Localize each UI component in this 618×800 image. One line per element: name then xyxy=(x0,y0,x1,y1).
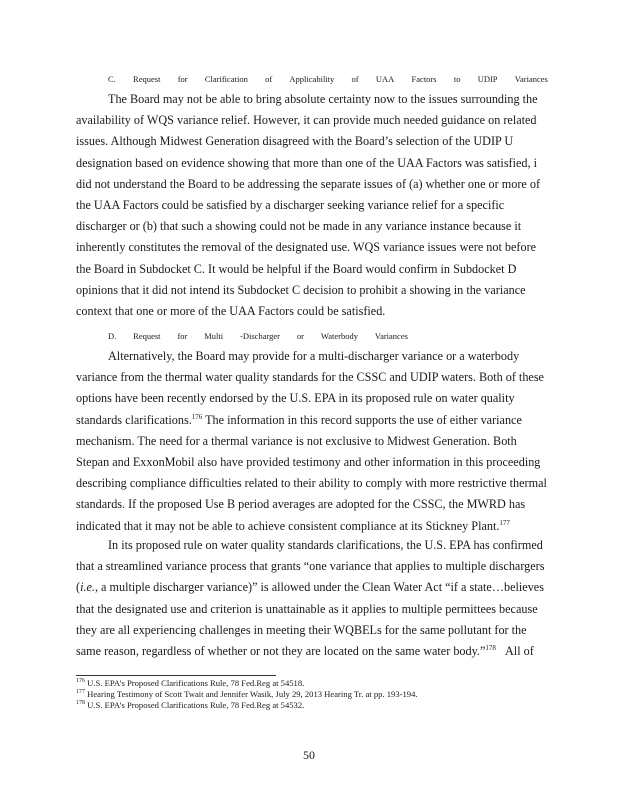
paragraph-line: variance from the thermal water quality standards for the CSSC and UDIP waters. Both of these xyxy=(76,370,544,385)
heading-word: Variances xyxy=(514,74,548,84)
section-c-heading xyxy=(108,74,548,84)
heading-word: Request xyxy=(133,74,161,84)
paragraph-line xyxy=(76,89,606,110)
section-d-paragraph xyxy=(76,346,606,537)
heading-word: Waterbody xyxy=(320,331,358,341)
line-text: , a multiple discharger variance)” is allowed under the Clean Water Act “if a state…believes xyxy=(94,580,544,595)
footnote-177 xyxy=(76,689,576,700)
paragraph-line: mechanism. The need for a thermal variance is not exclusive to Midwest Generation. Both xyxy=(76,433,517,448)
paragraph-line xyxy=(76,535,606,556)
line-text: The Board may not be able to bring absolute certainty now to the issues surrounding the xyxy=(108,92,538,106)
heading-word: Applicability xyxy=(289,74,335,84)
paragraph-line xyxy=(76,516,606,537)
line-text: All of xyxy=(505,644,534,659)
line-text: The information in this record supports the use of either variance xyxy=(202,412,522,427)
heading-word: to xyxy=(453,74,461,84)
footnote-number: 177 xyxy=(76,689,85,696)
heading-word: D. xyxy=(108,331,117,341)
paragraph-line: the Board in Subdocket C. It would be helpful if the Board would confirm in Subdocket D xyxy=(76,261,517,276)
footnote-ref-178: 178 xyxy=(485,643,496,652)
heading-word: Request xyxy=(133,331,161,341)
paragraph-line: discharger or (b) that such a showing could not be made in any variance instance because it xyxy=(76,219,522,234)
heading-word: for xyxy=(177,331,188,341)
footnote-divider xyxy=(76,675,276,676)
paragraph-line: designation based on evidence showing that more than one of the UAA Factors was satisfied, i xyxy=(76,155,537,170)
heading-word: of xyxy=(265,74,273,84)
paragraph-line: the UAA Factors could be satisfied by a discharger seeking variance relief for a specific xyxy=(76,198,505,213)
footnote-178 xyxy=(76,700,576,711)
paragraph-line xyxy=(76,410,606,431)
paragraph-line: inherently constitutes the removal of the designated use. WQS variance issues were not before xyxy=(76,240,537,255)
paragraph-line: opinions that it did not intend its Subdocket C decision to prohibit a showing in the variance xyxy=(76,282,526,297)
paragraph-line: context that one or more of the UAA Factors could be satisfied. xyxy=(76,304,386,319)
section-c-paragraph xyxy=(76,89,606,322)
line-text-italic: i.e. xyxy=(80,580,95,595)
footnote-text: Hearing Testimony of Scott Twait and Jennifer Wasik, July 29, 2013 Hearing Tr. at pp. 193-194. xyxy=(87,689,418,699)
paragraph-line xyxy=(76,346,606,367)
footnote-text: U.S. EPA’s Proposed Clarifications Rule, 78 Fed.Reg at 54532. xyxy=(87,700,305,710)
section-d-heading xyxy=(108,331,408,341)
heading-word: Variances xyxy=(374,331,408,341)
paragraph-line: issues. Although Midwest Generation disagreed with the Board’s selection of the UDIP U xyxy=(76,134,514,149)
footnote-176 xyxy=(76,678,576,689)
paragraph-line xyxy=(76,577,606,598)
line-text: standards clarifications. xyxy=(76,412,192,427)
paragraph-line: that the designated use and criterion is unattainable as it applies to multiple permittees because xyxy=(76,601,538,616)
footnote-text: U.S. EPA’s Proposed Clarifications Rule, 78 Fed.Reg at 54518. xyxy=(87,678,305,688)
footnote-ref-177: 177 xyxy=(499,518,510,527)
paragraph-line: Stepan and ExxonMobil also have provided testimony and other information in this proceeding xyxy=(76,455,541,470)
heading-word: UAA xyxy=(375,74,395,84)
footnote-number: 176 xyxy=(76,678,85,685)
footnotes xyxy=(76,678,576,711)
heading-word: UDIP xyxy=(477,74,498,84)
heading-word: of xyxy=(351,74,359,84)
heading-word: for xyxy=(177,74,188,84)
page-number: 50 xyxy=(303,748,315,762)
heading-word: Multi xyxy=(204,331,224,341)
line-text: Alternatively, the Board may provide for a multi-discharger variance or a waterbody xyxy=(108,349,520,363)
paragraph-line: options have been recently endorsed by the U.S. EPA in its proposed rule on water quality xyxy=(76,391,515,406)
footnote-number: 178 xyxy=(76,700,85,707)
line-text: indicated that it may not be able to achieve consistent compliance at its Stickney Plant. xyxy=(76,518,500,533)
paragraph-line: standards. If the proposed Use B period averages are adopted for the CSSC, the MWRD has xyxy=(76,497,526,512)
heading-word: or xyxy=(296,331,304,341)
section-e-paragraph xyxy=(76,535,606,662)
heading-word: -Discharger xyxy=(240,331,281,341)
paragraph-line: describing compliance difficulties related to their ability to comply with more restrictive thermal xyxy=(76,476,547,491)
line-text: ( xyxy=(76,580,81,595)
heading-word: Factors xyxy=(411,74,437,84)
paragraph-line: did not understand the Board to be addressing the separate issues of (a) whether one or more of xyxy=(76,176,540,191)
paragraph-line: that a streamlined variance process that grants “one variance that applies to multiple dischargers xyxy=(76,559,545,574)
paragraph-line xyxy=(76,641,606,662)
footnote-ref-176: 176 xyxy=(191,412,203,421)
line-text: same reason, regardless of whether or not they are located on the same water body.” xyxy=(76,644,486,659)
heading-word: C. xyxy=(108,74,116,84)
paragraph-line: they are all experiencing challenges in meeting their WQBELs for the same pollutant for the xyxy=(76,622,527,637)
paragraph-line: availability of WQS variance relief. However, it can provide much needed guidance on related xyxy=(76,113,537,128)
line-text: In its proposed rule on water quality standards clarifications, the U.S. EPA has confirmed xyxy=(108,538,543,552)
heading-word: Clarification xyxy=(204,74,248,84)
